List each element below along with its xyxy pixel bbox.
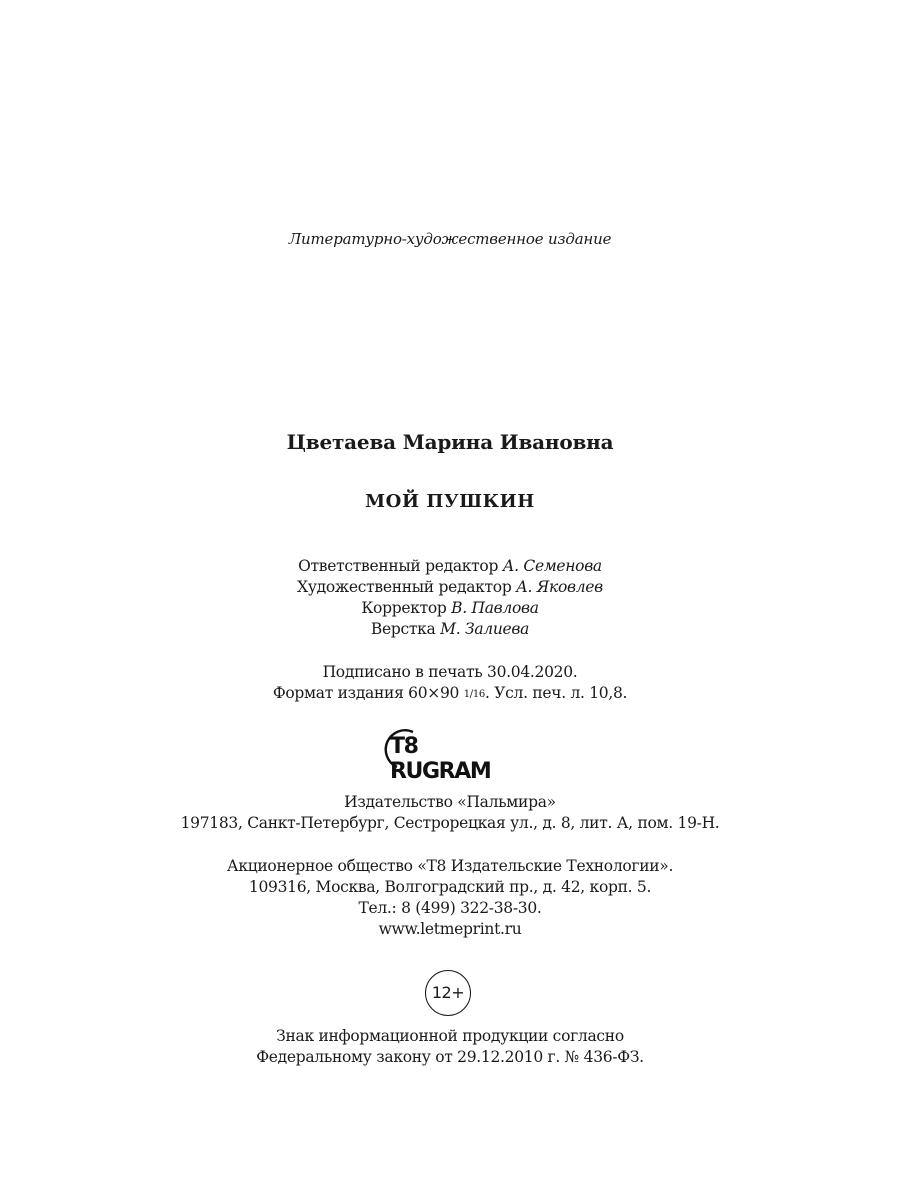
credit-name: А. Семенова (502, 557, 602, 575)
format-line: Формат издания 60×90 1/16. Усл. печ. л. 10,8. (272, 684, 628, 702)
credits-block (0, 556, 900, 640)
notice-line: Знак информационной продукции согласно (276, 1027, 624, 1045)
credit-role: Верстка (370, 620, 436, 638)
credit-role: Художественный редактор (297, 578, 512, 596)
credit-line (0, 598, 900, 619)
printer-phone: Тел.: 8 (499) 322-38-30. (358, 899, 542, 917)
credit-line (0, 556, 900, 577)
format-fraction: 1/16 (463, 689, 485, 700)
notice-line: Федеральному закону от 29.12.2010 г. № 436-ФЗ. (256, 1048, 644, 1066)
printer-address: 109316, Москва, Волгоградский пр., д. 42, корп. 5. (248, 878, 652, 896)
publisher-logo (383, 726, 523, 784)
author-name: Цветаева Марина Ивановна (286, 430, 614, 454)
credit-line (0, 619, 900, 640)
signed-date: Подписано в печать 30.04.2020. (322, 663, 578, 681)
logo-text: T8 RUGRAM (390, 734, 491, 784)
credit-line (0, 577, 900, 598)
printer-block (0, 856, 900, 940)
credit-name: М. Залиева (440, 620, 530, 638)
printer-website: www.letmeprint.ru (378, 920, 522, 938)
age-rating-badge: 12+ (425, 970, 471, 1016)
publisher-block (0, 792, 900, 834)
credit-name: А. Яковлев (516, 578, 603, 596)
credit-name: В. Павлова (451, 599, 539, 617)
printer-name: Акционерное общество «Т8 Издательские Технологии». (226, 857, 674, 875)
edition-type: Литературно-художественное издание (288, 230, 612, 248)
legal-notice (0, 1026, 900, 1068)
print-info (0, 662, 900, 705)
credit-role: Ответственный редактор (298, 557, 499, 575)
credit-role: Корректор (361, 599, 447, 617)
publisher-name: Издательство «Пальмира» (344, 793, 556, 811)
book-title: МОЙ ПУШКИН (365, 491, 535, 512)
publisher-address: 197183, Санкт-Петербург, Сестрорецкая ул., д. 8, лит. А, пом. 19-Н. (180, 814, 720, 832)
